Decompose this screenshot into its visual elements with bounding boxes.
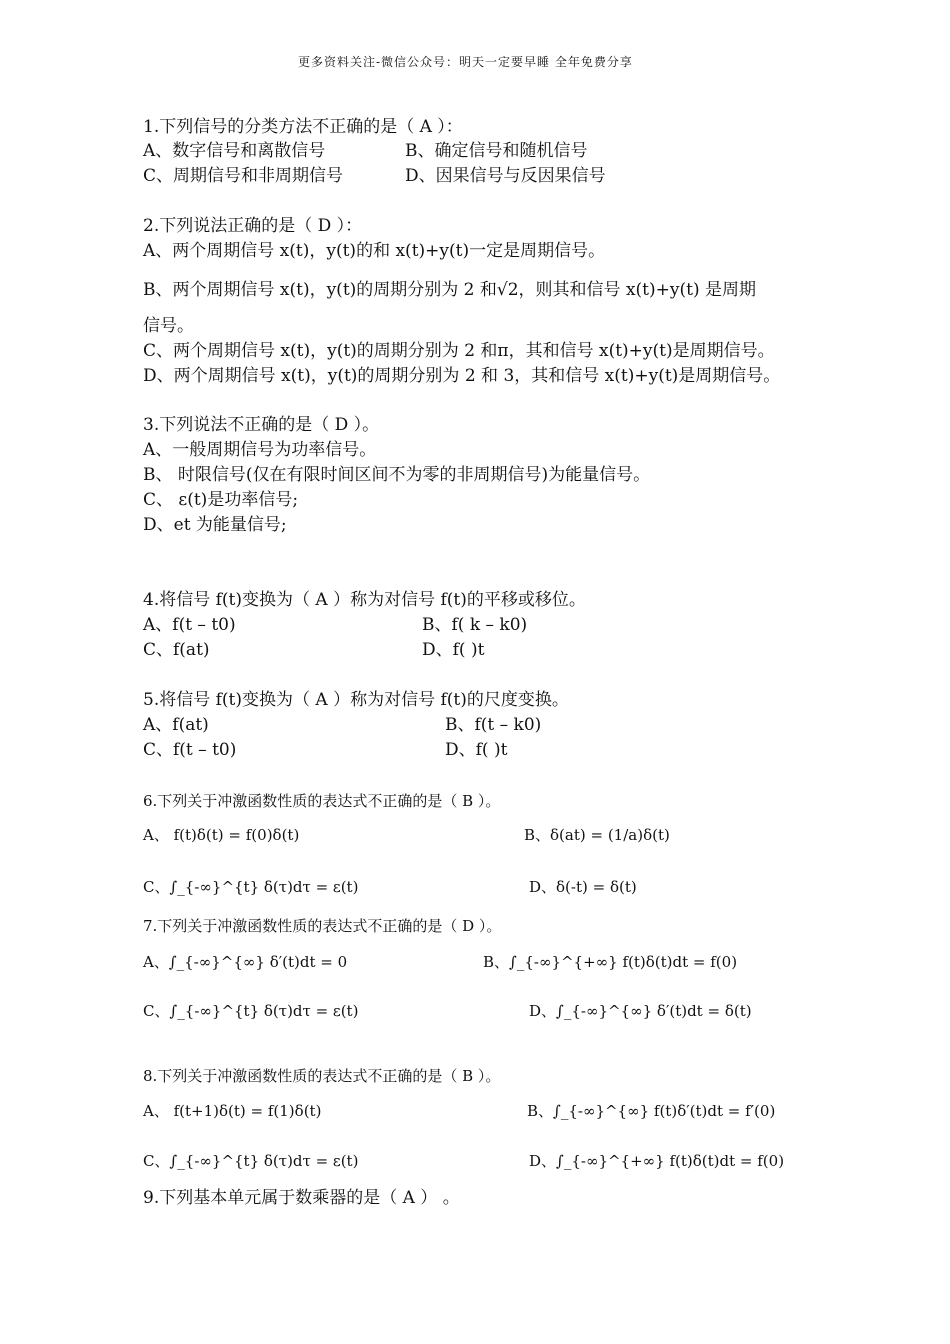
q3-stem: 3.下列说法不正确的是（ D ）。 bbox=[143, 415, 380, 435]
q4-stem: 4.将信号 f(t)变换为（ A ）称为对信号 f(t)的平移或移位。 bbox=[143, 590, 586, 610]
q3-option-a: A、一般周期信号为功率信号。 bbox=[143, 440, 377, 460]
q6-option-a: A、 f(t)δ(t) = f(0)δ(t) bbox=[143, 826, 300, 844]
q5-option-d: D、f( )t bbox=[445, 740, 508, 760]
q1-option-a: A、数字信号和离散信号 bbox=[143, 141, 326, 161]
q8-option-a: A、 f(t+1)δ(t) = f(1)δ(t) bbox=[143, 1102, 322, 1120]
q1-option-c: C、周期信号和非周期信号 bbox=[143, 166, 344, 186]
q5-stem: 5.将信号 f(t)变换为（ A ）称为对信号 f(t)的尺度变换。 bbox=[143, 690, 569, 710]
q7-option-d: D、∫_{-∞}^{∞} δ′(t)dt = δ(t) bbox=[529, 1002, 752, 1020]
q2-option-c: C、两个周期信号 x(t)，y(t)的周期分别为 2 和π，其和信号 x(t)+y(t)是周期信号。 bbox=[143, 341, 775, 361]
q1-option-d: D、因果信号与反因果信号 bbox=[405, 166, 606, 186]
q6-option-d: D、δ(-t) = δ(t) bbox=[529, 878, 637, 896]
q1-option-b: B、确定信号和随机信号 bbox=[405, 141, 588, 161]
q8-option-b: B、∫_{-∞}^{∞} f(t)δ′(t)dt = f′(0) bbox=[527, 1102, 776, 1120]
q4-option-c: C、f(at) bbox=[143, 640, 210, 660]
q6-option-c: C、∫_{-∞}^{t} δ(τ)dτ = ε(t) bbox=[143, 878, 359, 896]
q6-stem: 6.下列关于冲激函数性质的表达式不正确的是（ B ）。 bbox=[143, 792, 501, 810]
q7-option-a: A、∫_{-∞}^{∞} δ′(t)dt = 0 bbox=[143, 953, 348, 971]
q2-option-b-line1: B、两个周期信号 x(t)，y(t)的周期分别为 2 和√2，则其和信号 x(t)+y(t) 是周期 bbox=[143, 280, 756, 300]
q4-option-b: B、f( k – k0) bbox=[422, 615, 528, 635]
q7-option-c: C、∫_{-∞}^{t} δ(τ)dτ = ε(t) bbox=[143, 1002, 359, 1020]
q7-option-b: B、∫_{-∞}^{+∞} f(t)δ(t)dt = f(0) bbox=[483, 953, 738, 971]
q4-option-d: D、f( )t bbox=[422, 640, 485, 660]
q2-option-d: D、两个周期信号 x(t)，y(t)的周期分别为 2 和 3，其和信号 x(t)+y(t)是周期信号。 bbox=[143, 366, 781, 386]
q8-option-d: D、∫_{-∞}^{+∞} f(t)δ(t)dt = f(0) bbox=[529, 1152, 785, 1170]
q5-option-a: A、f(at) bbox=[143, 715, 209, 735]
q8-stem: 8.下列关于冲激函数性质的表达式不正确的是（ B ）。 bbox=[143, 1067, 501, 1085]
q2-option-b-line2: 信号。 bbox=[143, 316, 194, 336]
q5-option-c: C、f(t – t0) bbox=[143, 740, 237, 760]
page-header: 更多资料关注-微信公众号：明天一定要早睡 全年免费分享 bbox=[298, 55, 633, 69]
q4-option-a: A、f(t – t0) bbox=[143, 615, 236, 635]
q3-option-c: C、 ε(t)是功率信号; bbox=[143, 490, 299, 510]
q6-option-b: B、δ(at) = (1/a)δ(t) bbox=[524, 826, 670, 844]
q7-stem: 7.下列关于冲激函数性质的表达式不正确的是（ D ）。 bbox=[143, 917, 502, 935]
q3-option-d: D、et 为能量信号; bbox=[143, 515, 287, 535]
q2-stem: 2.下列说法正确的是（ D ）： bbox=[143, 216, 363, 236]
q3-option-b: B、 时限信号(仅在有限时间区间不为零的非周期信号)为能量信号。 bbox=[143, 465, 651, 485]
q5-option-b: B、f(t – k0) bbox=[445, 715, 542, 735]
q9-stem: 9.下列基本单元属于数乘器的是（ A ） 。 bbox=[143, 1188, 460, 1208]
q1-stem: 1.下列信号的分类方法不正确的是（ A ）： bbox=[143, 117, 463, 137]
q8-option-c: C、∫_{-∞}^{t} δ(τ)dτ = ε(t) bbox=[143, 1152, 359, 1170]
q2-option-a: A、两个周期信号 x(t)，y(t)的和 x(t)+y(t)一定是周期信号。 bbox=[143, 241, 606, 261]
